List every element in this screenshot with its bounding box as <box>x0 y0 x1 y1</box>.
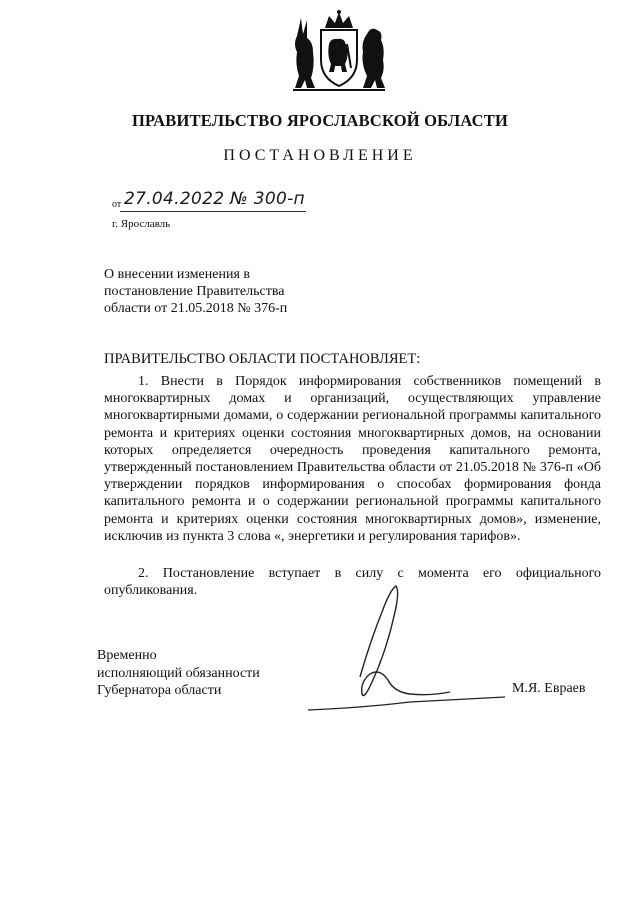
signer-position <box>97 647 260 700</box>
paragraph-2: 2. Постановление вступает в силу с момента его официального опубликования. <box>104 566 601 599</box>
government-title: ПРАВИТЕЛЬСТВО ЯРОСЛАВСКОЙ ОБЛАСТИ <box>131 111 509 130</box>
position-line-3: Губернатора области <box>97 683 222 698</box>
handwritten-date-number: 27.04.2022 № 300-п <box>124 189 305 209</box>
document-subject: О внесении изменения в постановление Правительства области от 21.05.2018 № 376-п <box>104 267 288 316</box>
signer-name: М.Я. Евраев <box>512 681 586 696</box>
document-type: ПОСТАНОВЛЕНИЕ <box>223 147 417 164</box>
position-line-1: Временно <box>97 648 157 663</box>
paragraph-1: 1. Внести в Порядок информирования собственников помещений в многоквартирных домах и организаций, осуществляющих управление многоквартирными домами, о содержании региональной программы капитального ремонта и критериях оценки состояния многоквартирных домов, на основании которых определяется очередность проведения капитального ремонта, утвержденный постановлением Правительства области от 21.05.2018 № 376-п «Об утверждении порядков информирования о способах формирования фонда капитального ремонта и о содержании региональной программы капитального ремонта и критериях оценки состояния многоквартирных домов», изменение, исключив из пункта 3 слова «, энергетики и регулирования тарифов». <box>104 374 601 544</box>
date-underline <box>120 211 306 213</box>
coat-of-arms-emblem <box>291 8 387 94</box>
position-line-2: исполняющий обязанности <box>97 665 260 681</box>
date-number-line <box>112 189 312 217</box>
date-prefix: от <box>112 199 122 210</box>
handwritten-signature <box>300 582 530 717</box>
city-label: г. Ярославль <box>112 218 171 230</box>
resolves-heading: ПРАВИТЕЛЬСТВО ОБЛАСТИ ПОСТАНОВЛЯЕТ: <box>104 351 421 367</box>
